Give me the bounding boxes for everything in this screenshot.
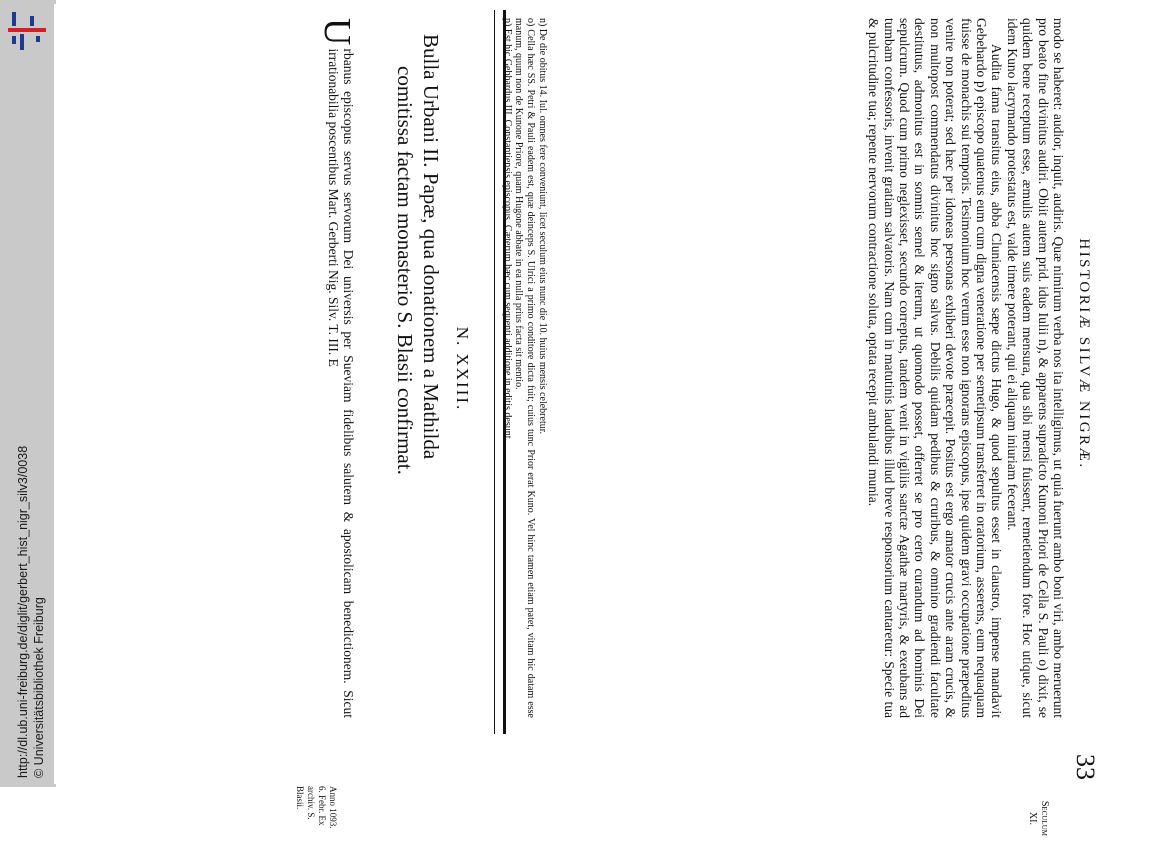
title-line: comitissa factam monasterio S. Blasii confirmat. [393, 66, 417, 475]
document-title [392, 34, 444, 714]
margin-line: 6. Febr. Ex [317, 786, 327, 826]
margin-seculum [1026, 801, 1050, 836]
paragraph: Audita fama transitus eius, abba Cluniacensis sæpe dictus Hugo, & quod sepultus esset in claustro, impense mandavit Gebehardo p) episcopo quatenus eum cum digna veneratione per semetipsum transferret in oratorium, asserens, eum nequaquam fuisse de monachis sui temporis. Tesimonium hoc verum esse non ignorans episcopus, ipse quidem gravi occupatione præpeditus venire non poterat; sed hæc per idoneas personas exhiberi devote præcepit. Positus est ergo amator crucis ante aram crucis, & non multopost commendatus divinitus hoc signo salvus. Debilis quidam pedibus & cruribus, & omnino gradiendi facultate destitutus, admonitus est in somnis semel & iterum, ut quomodo posset, offerret se pro certo curandum ad hominis Dei sepulcrum. Quod cum primo neglexisset, secundo correptus, tandem venit in vigiliis sanctæ Agathæ martyris, & exeubans ad tumbam confessoris, invenit gratiam salvatoris. Nam cum in matutinis laudibus illud breve responsorium cantaretur: Specie tua & pulcritudine tua; repente nervorum contractione soluta, optata recepit ambulandi munia. [866, 18, 1005, 718]
footnote: n) De die obitus 14. Iul. omnes fere conveniunt, licet seculum eius nunc die 10. huius mensis celebretur. [537, 18, 548, 435]
sidebar [0, 0, 56, 787]
seculum-label: Seculum [1039, 800, 1050, 836]
footnote: p) Est hic Gebhardus III. Constantiensis episcopus. Cæterum hæc cum sequenti additione in editis desunt. [501, 18, 513, 441]
ub-freiburg-logo-icon [4, 8, 50, 54]
main-text [866, 18, 1066, 718]
copyright-notice: © Universitätsbibliothek Freiburg [32, 597, 46, 778]
margin-line: Anno 1093. [328, 786, 338, 829]
paragraph: modo se haberet: audior, inquit, audiris. Quæ nimirum verba nos ita intelligimus, ut quia fuerunt ambo boni viri, ambo meruerunt pro beato fine divinitus audiri. Obiit autem prid. idus Iulii n), & apparens supradicto Kunoni Priori de Cella S. Pauli o) dixit, se quidem bene receptum esse, æmulis autem suis eadem mensura, qua sibi mensi fuissent, remetiendum fore. Hoc utique, sicut idem Kuno lacrymando protestatus est, valde timere poterant, qui ei aliquam iniuriam fecerant. [1004, 18, 1066, 718]
section-divider [494, 10, 506, 734]
title-line: Bulla Urbani II. Papæ, qua donationem a Mathilda [419, 34, 443, 460]
running-head: HISTORIÆ SILVÆ NIGRÆ. [1076, 238, 1092, 470]
source-url[interactable]: http://dl.ub.uni-freiburg.de/diglit/gerbert_hist_nigr_silv3/0038 [16, 445, 30, 778]
drop-initial: U [316, 18, 358, 46]
margin-line: Blasii. [295, 786, 305, 810]
margin-note [294, 786, 338, 842]
page-number: 33 [1071, 754, 1100, 780]
footnotes [501, 18, 548, 718]
bulla-text [318, 18, 356, 718]
document-number: N. XXIII. [453, 326, 472, 412]
paragraph: rbanus episcopus servus servorum Dei universis per Sueviam fidelibus salutem & apostolicam benedictionem. Sicut irrationabilia poscentibus Mart. Gerberti Nig. Silv. T. III. E [325, 48, 356, 718]
seculum-value: XI. [1027, 811, 1038, 825]
footnote: o) Cella hæc SS. Petri & Pauli eadem est, quæ deinceps S. Ulrici a primo conditore dicta fuit; cuius tunc Prior erat Kuno. Vel hinc tamen etiam patet, vitam hic datam esse manum, quum non de Kunone Priore, quam Hugone abbate in ea nulla prius facta sit mentio. [513, 18, 537, 718]
margin-line: archiv. S. [306, 786, 316, 820]
scanned-page [54, 4, 1106, 836]
